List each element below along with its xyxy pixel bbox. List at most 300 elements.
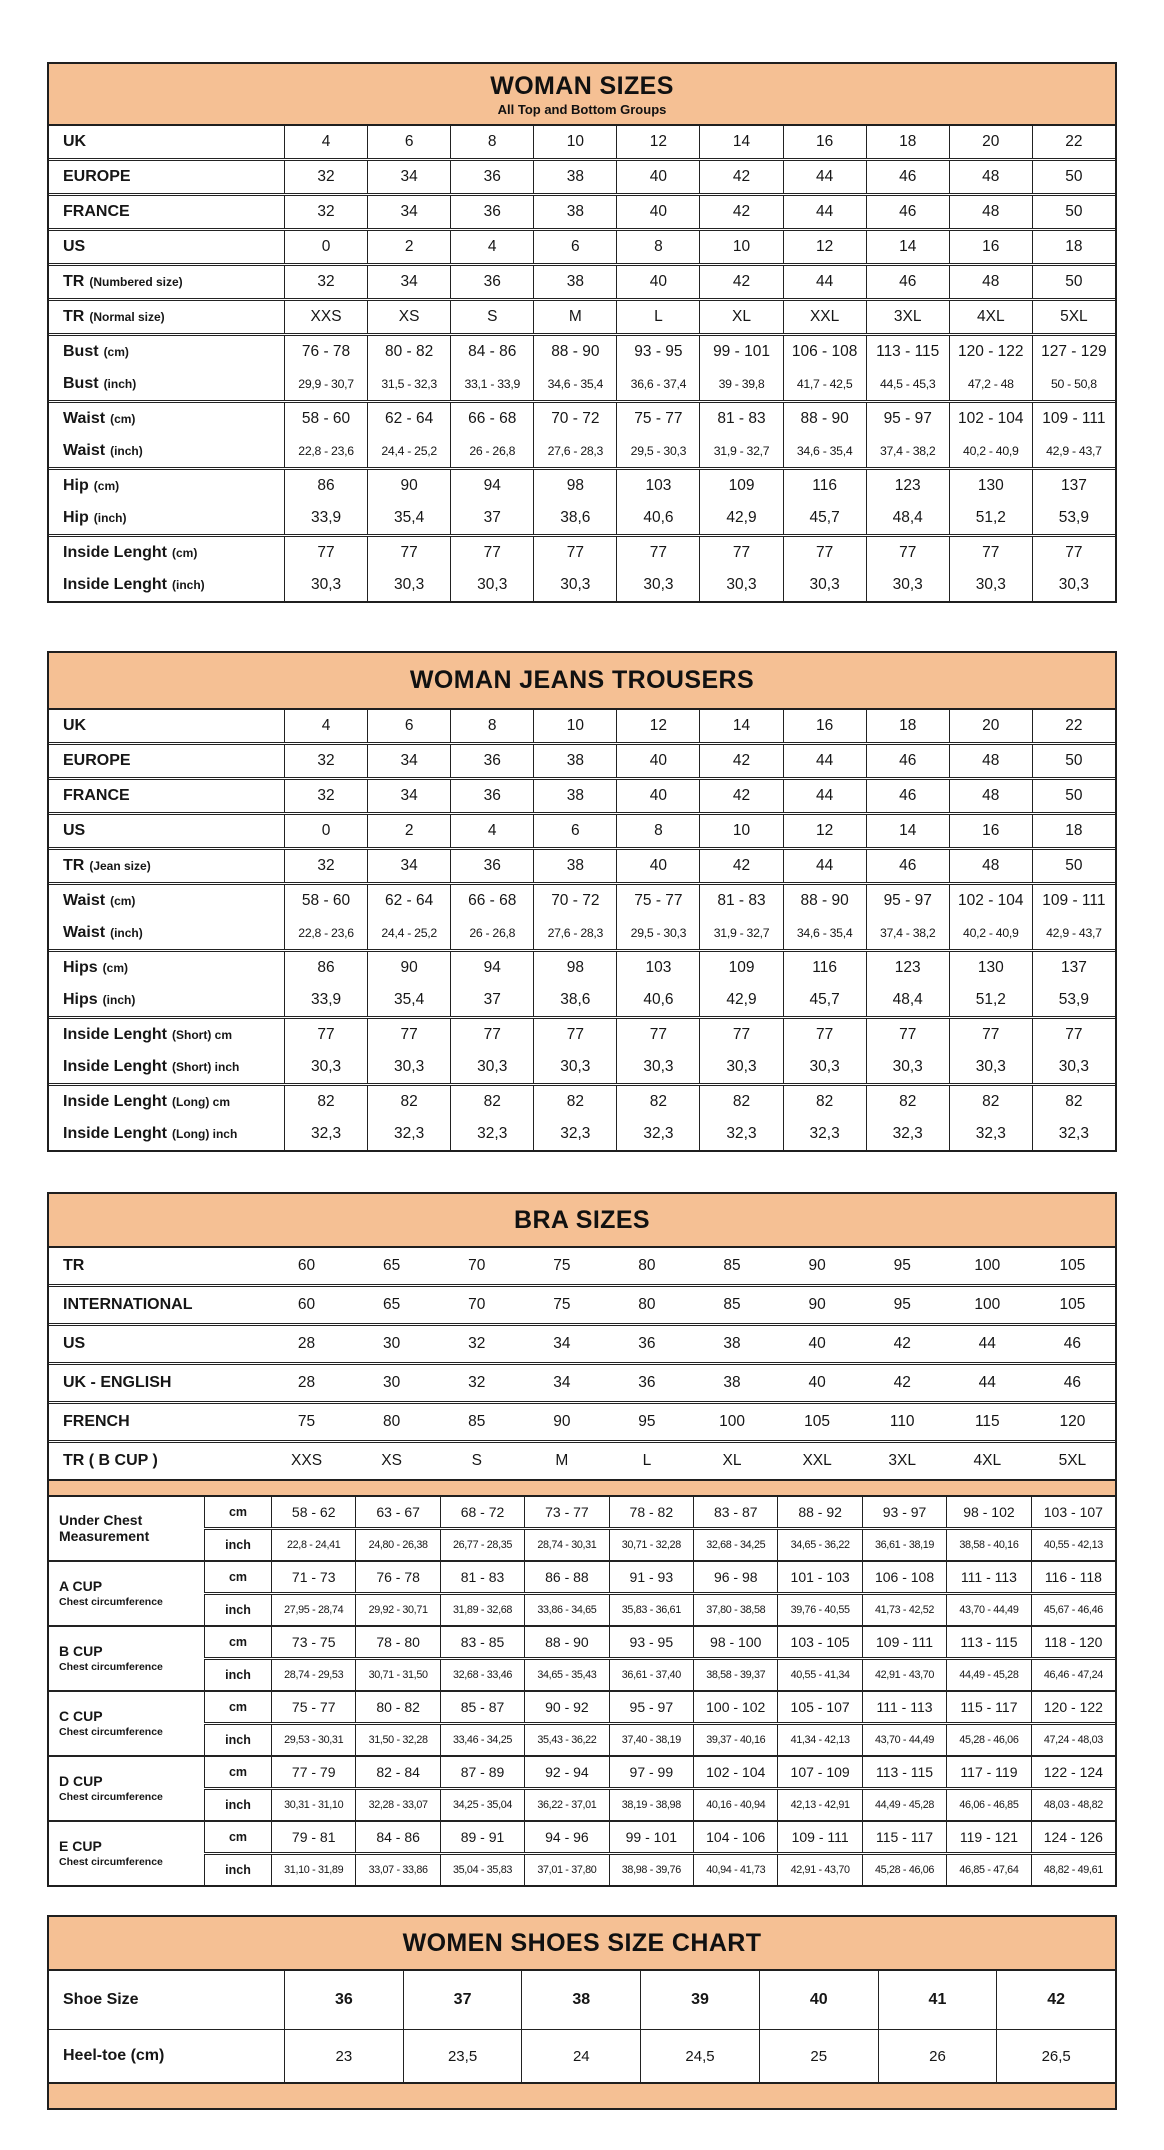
row-label (49, 1326, 264, 1362)
row-label-main: Hips (63, 991, 98, 1008)
table-row (49, 885, 1115, 917)
cup-row (204, 1592, 1115, 1625)
row-label (49, 780, 284, 812)
table-row (49, 368, 1115, 400)
value-cell: 40 (616, 745, 699, 777)
value-cell: 30,3 (866, 569, 949, 601)
value-cell: 29,53 - 30,31 (271, 1725, 355, 1755)
row-label-main: FRENCH (63, 1413, 130, 1430)
value-cell: 75 - 77 (616, 403, 699, 435)
value-cell: 28,74 - 29,53 (271, 1660, 355, 1690)
row-label (49, 266, 284, 298)
row-label-main: UK - ENGLISH (63, 1374, 172, 1391)
row-label-main: TR (63, 1257, 85, 1274)
row-label-main: Waist (63, 892, 106, 909)
value-cell: 105 (804, 1413, 831, 1430)
value-cell: 34 (367, 196, 450, 228)
value-cell: 30,3 (699, 1051, 782, 1083)
row-group (49, 1284, 1115, 1323)
value-cell: 46 (866, 780, 949, 812)
row-label (49, 850, 284, 882)
table-row (49, 1086, 1115, 1118)
value-cell: 98 (533, 952, 616, 984)
cup-label (49, 1757, 204, 1820)
value-cell: 82 (1032, 1086, 1115, 1118)
value-cell: 90 (553, 1413, 571, 1430)
row-label-note: (inch) (110, 926, 143, 940)
cup-label (49, 1497, 204, 1560)
value-cell: 32,3 (699, 1118, 782, 1150)
table-row (49, 850, 1115, 882)
woman-jeans-header (49, 653, 1115, 710)
value-cell: 30,3 (699, 569, 782, 601)
value-cell: 28 (297, 1374, 316, 1391)
value-cell: 36,22 - 37,01 (524, 1790, 608, 1820)
value-cell: 46 (866, 850, 949, 882)
value-cell: 2 (367, 815, 450, 847)
row-group (49, 193, 1115, 228)
value-cell: 29,5 - 30,3 (616, 917, 699, 949)
row-label: Shoe Size (63, 1991, 139, 2008)
value-cell: 77 (450, 537, 533, 569)
unit-cell: inch (204, 1595, 271, 1625)
cup-label (49, 1692, 204, 1755)
value-cell: 36 (284, 1971, 403, 2029)
unit-cell: inch (204, 1660, 271, 1690)
row-label (49, 1051, 284, 1083)
value-cell: 37 (450, 502, 533, 534)
unit-cell: cm (204, 1562, 271, 1592)
shoes-grid (49, 1971, 1115, 2082)
value-cell: 42 (996, 1971, 1115, 2029)
cup-row (204, 1527, 1115, 1560)
value-cell: 70 - 72 (533, 403, 616, 435)
row-label-note: (cm) (172, 546, 198, 560)
value-cell: 102 - 104 (949, 403, 1032, 435)
table-row (49, 1248, 1115, 1284)
row-group (49, 777, 1115, 812)
value-cell: 42 (699, 850, 782, 882)
value-cell: 32,3 (367, 1118, 450, 1150)
value-cell: 3XL (866, 301, 949, 333)
value-cell: 82 - 84 (355, 1757, 439, 1787)
row-label (49, 1443, 264, 1479)
value-cell: 70 (468, 1257, 486, 1274)
bra-sizes-grid (49, 1248, 1115, 1479)
value-cell: 78 - 82 (609, 1497, 693, 1527)
value-cell: 30,3 (1032, 569, 1115, 601)
row-label (49, 815, 284, 847)
value-cell: 40,94 - 41,73 (693, 1855, 777, 1885)
row-group (49, 949, 1115, 1016)
value-cell: 40 (759, 1971, 878, 2029)
value-cell: 8 (616, 815, 699, 847)
value-cell: 73 - 75 (271, 1627, 355, 1657)
value-cell: 116 (783, 470, 866, 502)
value-cell: 124 - 126 (1031, 1822, 1115, 1852)
value-cell: 88 - 90 (783, 885, 866, 917)
value-cell: 5XL (1058, 1452, 1087, 1469)
unit-cell: inch (204, 1855, 271, 1885)
value-cell: 34,6 - 35,4 (533, 368, 616, 400)
value-cell: 28,74 - 30,31 (524, 1530, 608, 1560)
row-label-note: (Jean size) (89, 859, 151, 873)
value-cell: 36 (450, 196, 533, 228)
value-cell: 10 (699, 231, 782, 263)
value-cell: 91 - 93 (609, 1562, 693, 1592)
value-cell: 41,34 - 42,13 (777, 1725, 861, 1755)
row-group (49, 126, 1115, 158)
value-cell: 100 (974, 1257, 1001, 1274)
value-cell: 38 (723, 1335, 741, 1352)
table-title: WOMAN JEANS TROUSERS (409, 666, 755, 694)
value-cell: L (616, 301, 699, 333)
value-cell: 30,3 (616, 1051, 699, 1083)
value-cell: 85 (468, 1413, 486, 1430)
value-cell: 100 (974, 1296, 1001, 1313)
row-label-note: (Numbered size) (89, 275, 183, 289)
value-cell: 70 (468, 1296, 486, 1313)
value-cell: 98 (533, 470, 616, 502)
row-label (49, 196, 284, 228)
cup-group (49, 1560, 1115, 1625)
value-cell: 12 (616, 710, 699, 742)
value-cell: 80 (638, 1296, 656, 1313)
value-cell: 38 (533, 850, 616, 882)
row-label (49, 470, 284, 502)
value-cell: 86 - 88 (524, 1562, 608, 1592)
value-cell: 32 (284, 161, 367, 193)
row-group (49, 710, 1115, 742)
row-label-main: Inside Lenght (63, 576, 167, 593)
value-cell: 39,76 - 40,55 (777, 1595, 861, 1625)
value-cell: 113 - 115 (862, 1757, 946, 1787)
value-cell: 63 - 67 (355, 1497, 439, 1527)
value-cell: 77 (1032, 1019, 1115, 1051)
value-cell: 46 (866, 161, 949, 193)
row-group (49, 333, 1115, 400)
row-label-note: (Short) inch (172, 1060, 240, 1074)
value-cell: 106 - 108 (862, 1562, 946, 1592)
cup-row (204, 1562, 1115, 1592)
row-label-note: (cm) (102, 961, 129, 975)
value-cell: 35,4 (367, 984, 450, 1016)
value-cell: 115 (974, 1413, 1000, 1430)
value-cell: 28 (297, 1335, 316, 1352)
value-cell: 12 (783, 815, 866, 847)
value-cell: 4XL (949, 301, 1032, 333)
value-cell: 30,3 (783, 1051, 866, 1083)
value-cell: 40,2 - 40,9 (949, 917, 1032, 949)
peach-divider (49, 1479, 1115, 1497)
cup-row (204, 1822, 1115, 1852)
row-label (49, 1365, 264, 1401)
value-cell: 81 - 83 (440, 1562, 524, 1592)
value-cell: 30,3 (284, 569, 367, 601)
value-cell: 18 (866, 710, 949, 742)
value-cell: 120 - 122 (949, 336, 1032, 368)
value-cell: 26 - 26,8 (450, 435, 533, 467)
unit-cell: cm (204, 1497, 271, 1527)
value-cell: 32 (284, 266, 367, 298)
cup-label-note: Chest circumference (59, 1725, 163, 1738)
table-row (49, 745, 1115, 777)
value-cell: 24,80 - 26,38 (355, 1530, 439, 1560)
row-label-note: (Long) inch (172, 1127, 238, 1141)
value-cell: 78 - 80 (355, 1627, 439, 1657)
value-cell: 109 - 111 (777, 1822, 861, 1852)
row-label-main: Inside Lenght (63, 1093, 167, 1110)
value-cell: 34,65 - 36,22 (777, 1530, 861, 1560)
value-cell: 42,91 - 43,70 (862, 1660, 946, 1690)
value-cell: 90 - 92 (524, 1692, 608, 1722)
row-label-note: (Short) cm (172, 1028, 232, 1042)
value-cell: 46 (866, 196, 949, 228)
row-label-main: Waist (63, 924, 106, 941)
bra-sizes-header (49, 1194, 1115, 1248)
row-group (49, 1401, 1115, 1440)
row-label (49, 1287, 264, 1323)
row-label-main: Inside Lenght (63, 1026, 167, 1043)
value-cell: 82 (699, 1086, 782, 1118)
value-cell: 86 (284, 952, 367, 984)
value-cell: 103 - 107 (1031, 1497, 1115, 1527)
value-cell: 32,3 (284, 1118, 367, 1150)
value-cell: 26,77 - 28,35 (440, 1530, 524, 1560)
table-row (49, 403, 1115, 435)
value-cell: 37 (403, 1971, 522, 2029)
table-row (49, 231, 1115, 263)
cup-label-note: Chest circumference (59, 1855, 163, 1868)
row-label-main: Waist (63, 442, 106, 459)
value-cell: 30 (383, 1374, 401, 1391)
value-cell: 34 (367, 850, 450, 882)
value-cell: 44 (783, 850, 866, 882)
value-cell: 30,3 (783, 569, 866, 601)
value-cell: 48,4 (866, 502, 949, 534)
value-cell: 34,25 - 35,04 (440, 1790, 524, 1820)
value-cell: 45,28 - 46,06 (862, 1855, 946, 1885)
value-cell: 34,6 - 35,4 (783, 435, 866, 467)
value-cell: 44,49 - 45,28 (946, 1660, 1030, 1690)
value-cell: 30,3 (367, 569, 450, 601)
value-cell: 40,16 - 40,94 (693, 1790, 777, 1820)
value-cell: 32,68 - 34,25 (693, 1530, 777, 1560)
woman-sizes-header (49, 64, 1115, 126)
value-cell: 105 (1059, 1296, 1086, 1313)
value-cell: 41 (878, 1971, 997, 2029)
cup-group (49, 1755, 1115, 1820)
cup-row (204, 1692, 1115, 1722)
value-cell: XS (367, 301, 450, 333)
table-row (49, 1019, 1115, 1051)
value-cell: 30,3 (450, 569, 533, 601)
row-label-main: FRANCE (63, 787, 130, 804)
value-cell: 31,10 - 31,89 (271, 1855, 355, 1885)
cup-label-line: C CUP (59, 1708, 103, 1725)
value-cell: 35,43 - 36,22 (524, 1725, 608, 1755)
value-cell: 42 (699, 745, 782, 777)
value-cell: 82 (284, 1086, 367, 1118)
value-cell: 37,01 - 37,80 (524, 1855, 608, 1885)
cup-row (204, 1627, 1115, 1657)
row-label-main: US (63, 1335, 86, 1352)
cup-rows (204, 1757, 1115, 1820)
cup-row (204, 1852, 1115, 1885)
value-cell: 35,4 (367, 502, 450, 534)
value-cell: 4 (284, 126, 367, 158)
value-cell: 22 (1032, 710, 1115, 742)
cup-rows (204, 1497, 1115, 1560)
value-cell: 8 (450, 126, 533, 158)
value-cell: 18 (1032, 231, 1115, 263)
value-cell: 80 (638, 1257, 656, 1274)
value-cell: 42,91 - 43,70 (777, 1855, 861, 1885)
value-cell: 62 - 64 (367, 403, 450, 435)
value-cell: M (533, 301, 616, 333)
cup-label-line: D CUP (59, 1773, 103, 1790)
value-cell: 42 (699, 266, 782, 298)
row-label (49, 336, 284, 368)
row-group (49, 158, 1115, 193)
value-cell: 50 (1032, 161, 1115, 193)
row-label-main: TR ( B CUP ) (63, 1452, 158, 1469)
value-cell: 75 - 77 (271, 1692, 355, 1722)
value-cell: 60 (297, 1257, 316, 1274)
row-label (49, 952, 284, 984)
value-cell: 26 - 26,8 (450, 917, 533, 949)
value-cell: 95 (893, 1296, 911, 1313)
value-cell: 81 - 83 (699, 403, 782, 435)
value-cell: 100 - 102 (693, 1692, 777, 1722)
value-cell: 42,9 - 43,7 (1032, 917, 1115, 949)
value-cell: 77 (1032, 537, 1115, 569)
value-cell: 32,3 (616, 1118, 699, 1150)
value-cell: 87 - 89 (440, 1757, 524, 1787)
row-label-main: TR (63, 308, 85, 325)
row-label (49, 885, 284, 917)
row-label-note: (inch) (103, 377, 137, 391)
value-cell: 38,6 (533, 502, 616, 534)
value-cell: 10 (533, 710, 616, 742)
value-cell: 40,6 (616, 984, 699, 1016)
cup-label (49, 1822, 204, 1885)
value-cell: 33,1 - 33,9 (450, 368, 533, 400)
value-cell: 120 (1059, 1413, 1086, 1430)
table-title: WOMEN SHOES SIZE CHART (402, 1928, 762, 1957)
value-cell: 68 - 72 (440, 1497, 524, 1527)
table-title: WOMAN SIZES (490, 71, 674, 100)
peach-footer-band (49, 2082, 1115, 2108)
row-label (49, 1248, 264, 1284)
value-cell: 116 (783, 952, 866, 984)
value-cell: 102 - 104 (949, 885, 1032, 917)
value-cell: 30,3 (533, 1051, 616, 1083)
value-cell: 38 (521, 1971, 640, 2029)
value-cell: 30,3 (616, 569, 699, 601)
value-cell: 50 - 50,8 (1032, 368, 1115, 400)
row-label (49, 126, 284, 158)
value-cell: XXL (783, 301, 866, 333)
value-cell: 111 - 113 (946, 1562, 1030, 1592)
value-cell: 36,61 - 38,19 (862, 1530, 946, 1560)
value-cell: 50 (1032, 745, 1115, 777)
table-row (49, 1971, 1115, 2029)
value-cell: 109 (699, 952, 782, 984)
value-cell: 33,9 (284, 984, 367, 1016)
value-cell: 83 - 85 (440, 1627, 524, 1657)
value-cell: 8 (450, 710, 533, 742)
bra-cup-grid (49, 1497, 1115, 1885)
value-cell: 30,3 (949, 1051, 1032, 1083)
value-cell: 36,6 - 37,4 (616, 368, 699, 400)
value-cell: 48,82 - 49,61 (1031, 1855, 1115, 1885)
value-cell: 106 - 108 (783, 336, 866, 368)
row-label-main: EUROPE (63, 752, 131, 769)
cup-label-line: A CUP (59, 1578, 103, 1595)
row-label (49, 161, 284, 193)
row-group (49, 298, 1115, 333)
value-cell: 58 - 60 (284, 403, 367, 435)
value-cell: 5XL (1032, 301, 1115, 333)
table-row (49, 126, 1115, 158)
value-cell: 93 - 95 (609, 1627, 693, 1657)
value-cell: 6 (367, 710, 450, 742)
value-cell: 35,83 - 36,61 (609, 1595, 693, 1625)
value-cell: 38 (533, 196, 616, 228)
value-cell: 85 - 87 (440, 1692, 524, 1722)
unit-cell: inch (204, 1725, 271, 1755)
table-row (49, 1326, 1115, 1362)
value-cell: 32,68 - 33,46 (440, 1660, 524, 1690)
row-label (49, 537, 284, 569)
value-cell: 46,06 - 46,85 (946, 1790, 1030, 1820)
row-group (49, 742, 1115, 777)
row-group (49, 882, 1115, 949)
value-cell: 4 (450, 815, 533, 847)
row-label (49, 502, 284, 534)
value-cell: 113 - 115 (946, 1627, 1030, 1657)
value-cell: 89 - 91 (440, 1822, 524, 1852)
value-cell: 20 (949, 126, 1032, 158)
row-label-note: (Normal size) (89, 310, 165, 324)
value-cell: 23,5 (403, 2030, 522, 2082)
value-cell: 36 (450, 266, 533, 298)
value-cell: 36 (638, 1335, 656, 1352)
value-cell: 34 (367, 161, 450, 193)
row-group (49, 467, 1115, 534)
value-cell: 76 - 78 (355, 1562, 439, 1592)
row-group (49, 263, 1115, 298)
value-cell: 31,9 - 32,7 (699, 435, 782, 467)
value-cell: 75 - 77 (616, 885, 699, 917)
value-cell: 30,3 (533, 569, 616, 601)
row-label-main: EUROPE (63, 168, 131, 185)
value-cell: 30,3 (284, 1051, 367, 1083)
value-cell: 92 - 94 (524, 1757, 608, 1787)
value-cell: 35,04 - 35,83 (440, 1855, 524, 1885)
value-cell: 45,7 (783, 984, 866, 1016)
value-cell: 40 (616, 196, 699, 228)
value-cell: 130 (949, 470, 1032, 502)
value-cell: 77 - 79 (271, 1757, 355, 1787)
unit-cell: cm (204, 1627, 271, 1657)
value-cell: 36 (450, 850, 533, 882)
value-cell: 47,2 - 48 (949, 368, 1032, 400)
value-cell: 44 (783, 196, 866, 228)
value-cell: 38,98 - 39,76 (609, 1855, 693, 1885)
unit-cell: cm (204, 1822, 271, 1852)
